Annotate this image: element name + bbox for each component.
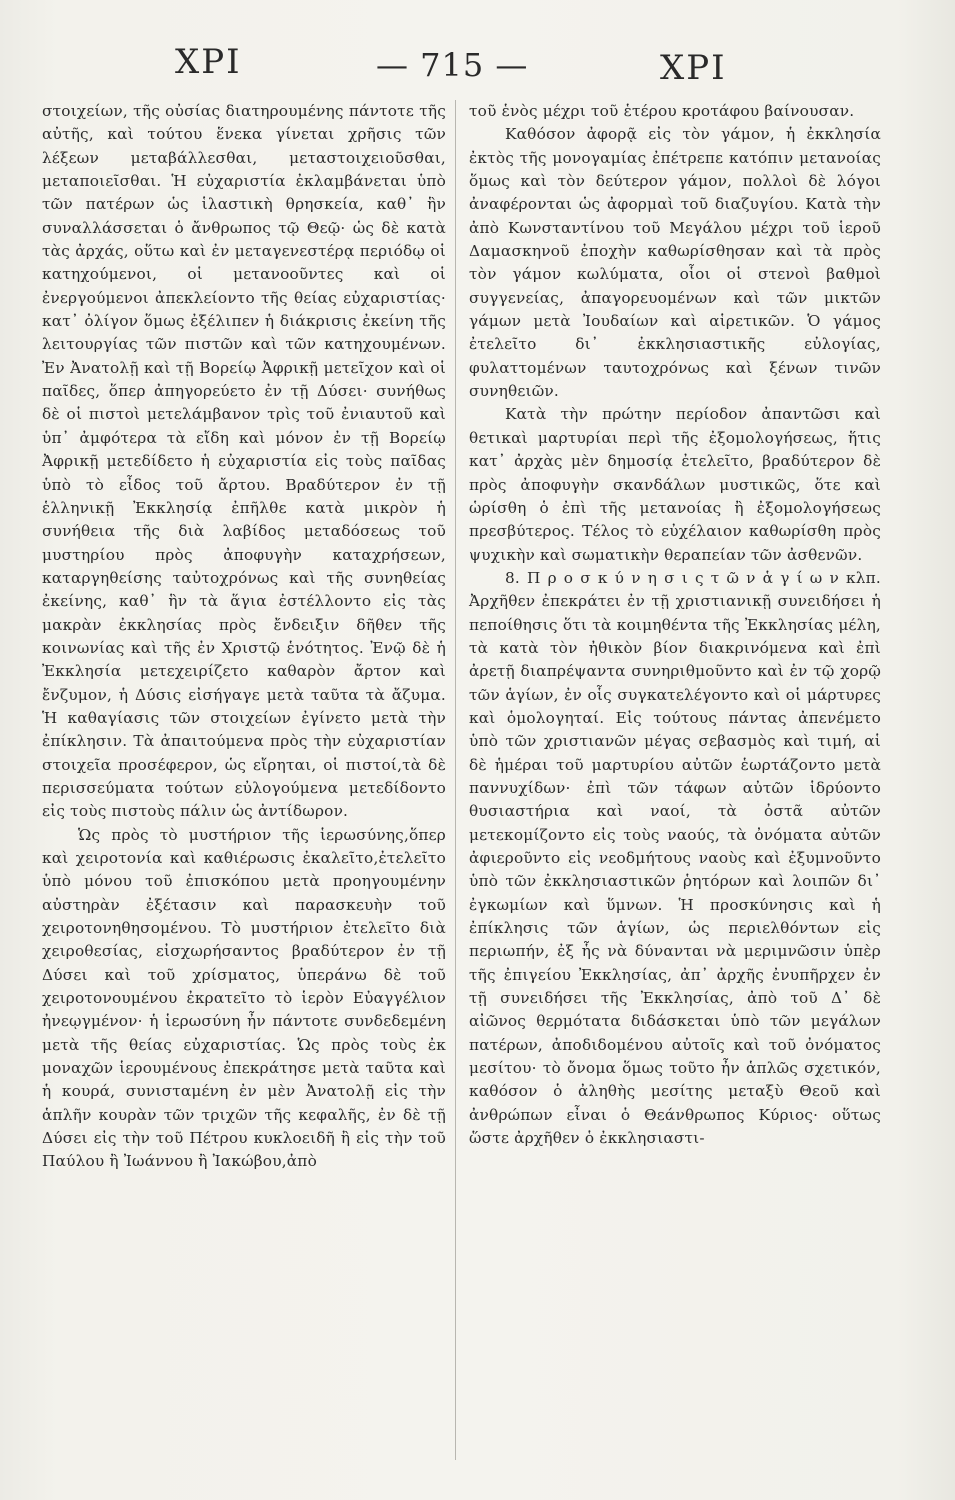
paragraph: Ὡς πρὸς τὸ μυστήριον τῆς ἱερωσύνης,ὅπερ καὶ χειροτονία καὶ καθιέρωσις ἐκαλεῖτο,ἐτελεῖτο ὑπὸ μόνου τοῦ ἐπισκόπου μετὰ προηγουμένην αὐστηρὰν ἐξέτασιν καὶ παρασκευὴν τοῦ χειροτονηθησομένου. Τὸ μυστήριον ἐτελεῖτο διὰ χειροθεσίας, εἰσχωρήσαντος βραδύτερον ἐν τῇ Δύσει καὶ τοῦ χρίσματος, ὑπεράνω δὲ τοῦ χειροτονουμένου ἐκρατεῖτο τὸ ἱερὸν Εὐαγγέλιον ἠνεῳγμένον· ἡ ἱερωσύνη ἦν πάντοτε συνδεδεμένη μετὰ τῆς θείας εὐχαριστίας. Ὡς πρὸς τοὺς ἐκ μοναχῶν ἱερουμένους ἐπεκράτησε μετὰ ταῦτα καὶ ἡ κουρά, συνισταμένη ἐν μὲν Ἀνατολῇ εἰς τὴν ἁπλῆν κουρὰν τῶν τριχῶν τῆς κεφαλῆς, ἐν δὲ τῇ Δύσει εἰς τὴν τοῦ Πέτρου κυκλοειδῆ ἢ εἰς τὴν τοῦ Παύλου ἢ Ἰωάννου ἢ Ἰακώβου,ἀπὸ	[42, 825, 446, 1171]
paragraph: στοιχείων, τῆς οὐσίας διατηρουμένης πάντοτε τῆς αὐτῆς, καὶ τούτου ἕνεκα γίνεται χρῆσις τῶν λέξεων μεταβάλλεσθαι, μεταστοιχειοῦσθαι, μεταποιεῖσθαι. Ἡ εὐχαριστία ἐκλαμβάνεται ὑπὸ τῶν πατέρων ὡς ἱλαστικὴ θρησκεία, καθ᾽ ἣν συναλλάσσεται ὁ ἄνθρωπος τῷ Θεῷ· ὡς δὲ κατὰ τὰς ἀρχάς, οὕτω καὶ ἐν μεταγενεστέρᾳ περιόδῳ οἱ κατηχούμενοι, οἱ μετανοοῦντες καὶ οἱ ἐνεργούμενοι ἀπεκλείοντο τῆς θείας εὐχαριστίας· κατ᾽ ὀλίγον ὅμως ἐξέλιπεν ἡ διάκρισις ἐκείνη τῆς λειτουργίας τῶν πιστῶν καὶ τῶν κατηχουμένων. Ἐν Ἀνατολῇ καὶ τῇ Βορείῳ Ἀφρικῇ μετεῖχον καὶ οἱ παῖδες, ὅπερ ἀπηγορεύετο ἐν τῇ Δύσει· συνήθως δὲ οἱ πιστοὶ μετελάμβανον τρὶς τοῦ ἐνιαυτοῦ καὶ ὑπ᾽ ἀμφότερα τὰ εἴδη καὶ μόνον ἐν τῇ Βορείῳ Ἀφρικῇ μετεδίδετο ἡ εὐχαριστία εἰς τοὺς παῖδας ὑπὸ τὸ εἶδος τοῦ ἄρτου. Βραδύτερον ἐν τῇ ἑλληνικῇ Ἐκκλησίᾳ ἐπῆλθε κατὰ μικρὸν ἡ συνήθεια τῆς διὰ λαβίδος μεταδόσεως τοῦ μυστηρίου πρὸς ἀποφυγὴν καταχρήσεων, καταργηθείσης ταὐτοχρόνως καὶ τῆς συνηθείας ἐκείνης, καθ᾽ ἣν τὰ ἅγια ἐστέλλοντο εἰς τὰς μακρὰν ἐκκλησίας πρὸς ἔνδειξιν δῆθεν τῆς κοινωνίας καὶ τῆς ἐν Χριστῷ ἑνότητος. Ἐνῷ δὲ ἡ Ἐκκλησία μετεχειρίζετο καθαρὸν ἄρτον καὶ ἔνζυμον, ἡ Δύσις εἰσήγαγε μετὰ ταῦτα τὰ ἄζυμα. Ἡ καθαγίασις τῶν στοιχείων ἐγίνετο μετὰ τὴν ἐπίκλησιν. Τὰ ἀπαιτούμενα πρὸς τὴν εὐχαριστίαν στοιχεῖα προσέφερον, ὡς εἴρηται, οἱ πιστοί,τὰ δὲ περισσεύματα τούτων εὐλογούμενα μετεδίδοντο εἰς τοὺς πιστοὺς πάλιν ὡς ἀντίδωρον.	[42, 102, 446, 821]
page-number: — 715 —	[376, 46, 529, 84]
paragraph: Καθόσον ἀφορᾷ εἰς τὸν γάμον, ἡ ἐκκλησία ἐκτὸς τῆς μονογαμίας ἐπέτρεπε κατόπιν μετανοίας ὅμως καὶ τὸν δεύτερον γάμον, πολλοὶ δὲ λόγοι ἀναφέρονται ὡς ἀφορμαὶ τοῦ διαζυγίου. Κατὰ τὴν ἀπὸ Κωνσταντίνου τοῦ Μεγάλου μέχρι τοῦ ἱεροῦ Δαμασκηνοῦ ἐποχὴν καθωρίσθησαν καὶ τὰ πρὸς τὸν γάμον κωλύματα, οἷοι οἱ στενοὶ βαθμοὶ συγγενείας, ἀπαγορευομένων καὶ τῶν μικτῶν γάμων μετὰ Ἰουδαίων καὶ αἱρετικῶν. Ὁ γάμος ἐτελεῖτο δι᾽ ἐκκλησιαστικῆς εὐλογίας, φυλαττομένων ταυτοχρόνως καὶ ξένων τινῶν συνηθειῶν.	[469, 125, 881, 401]
column-divider	[455, 100, 456, 1460]
paragraph: τοῦ ἑνὸς μέχρι τοῦ ἑτέρου κροτάφου βαίνουσαν.	[469, 102, 855, 120]
header-left-title: ΧΡΙ	[175, 42, 242, 82]
paragraph: Κατὰ τὴν πρώτην περίοδον ἀπαντῶσι καὶ θετικαὶ μαρτυρίαι περὶ τῆς ἐξομολογήσεως, ἥτις κατ᾽ ἀρχὰς μὲν δημοσίᾳ ἐτελεῖτο, βραδύτερον δὲ πρὸς ἀποφυγὴν σκανδάλων μυστικῶς, ὅτε καὶ ὡρίσθη ὁ ἐπὶ τῆς μετανοίας ἢ ἐξομολογήσεως πρεσβύτερος. Τέλος τὸ εὐχέλαιον καθωρίσθη πρὸς ψυχικὴν καὶ σωματικὴν θεραπείαν τῶν ἀσθενῶν.	[469, 405, 881, 564]
paragraph: 8. Π ρ ο σ κ ύ ν η σ ι ς τ ῶ ν ἁ γ ί ω ν κλπ. Ἀρχῆθεν ἐπεκράτει ἐν τῇ χριστιανικῇ συνειδήσει ἡ πεποίθησις ὅτι τὰ κοιμηθέντα τῆς Ἐκκλησίας μέλη, τὰ κατὰ τὸν ἠθικὸν βίον διακρινόμενα καὶ ἐπὶ ἀρετῇ διαπρέψαντα συνηριθμοῦντο καὶ ἐν τῷ χορῷ τῶν ἁγίων, ἐν οἷς συγκατελέγοντο καὶ οἱ μάρτυρες καὶ ὁμολογηταί. Εἰς τούτους πάντας ἀπενέμετο ὑπὸ τῶν χριστιανῶν μέγας σεβασμὸς καὶ τιμή, αἱ δὲ ἡμέραι τοῦ μαρτυρίου αὐτῶν ἑωρτάζοντο μετὰ παννυχίδων· ἐπὶ τῶν τάφων αὐτῶν ἱδρύοντο θυσιαστήρια καὶ ναοί, τὰ ὀστᾶ αὐτῶν μετεκομίζοντο εἰς τοὺς ναούς, τὰ ὀνόματα αὐτῶν ἀφιεροῦντο εἰς νεοδμήτους ναοὺς καὶ ἐξυμνοῦντο ὑπὸ τῶν ἐκκλησιαστικῶν ῥητόρων καὶ λοιπῶν δι᾽ ἐγκωμίων καὶ ὕμνων. Ἡ προσκύνησις καὶ ἡ ἐπίκλησις τῶν ἁγίων, ὡς περιελθόντων εἰς περιωπήν, ἐξ ἧς νὰ δύνανται νὰ μεριμνῶσιν ὑπὲρ τῆς ἐπιγείου Ἐκκλησίας, ἀπ᾽ ἀρχῆς ἐνυπῆρχεν ἐν τῇ συνειδήσει τῆς Ἐκκλησίας, ἀπὸ τοῦ Δ᾽ δὲ αἰῶνος θερμότατα διδάσκεται ὑπὸ τῶν μεγάλων πατέρων, ἀποδιδομένου αὐτοῖς καὶ τοῦ ὀνόματος μεσίτου· τὸ ὄνομα ὅμως τοῦτο ἦν ἁπλῶς σχετικόν, καθόσον ὁ ἀληθὴς μεσίτης μεταξὺ Θεοῦ καὶ ἀνθρώπων εἶναι ὁ Θεάνθρωπος Κύριος· οὕτως ὥστε ἀρχῆθεν ὁ ἐκκλησιαστι-	[469, 568, 881, 1148]
running-header	[0, 42, 955, 92]
right-column	[469, 100, 881, 1150]
left-column	[42, 100, 446, 1174]
header-right-title: ΧΡΙ	[660, 48, 727, 88]
